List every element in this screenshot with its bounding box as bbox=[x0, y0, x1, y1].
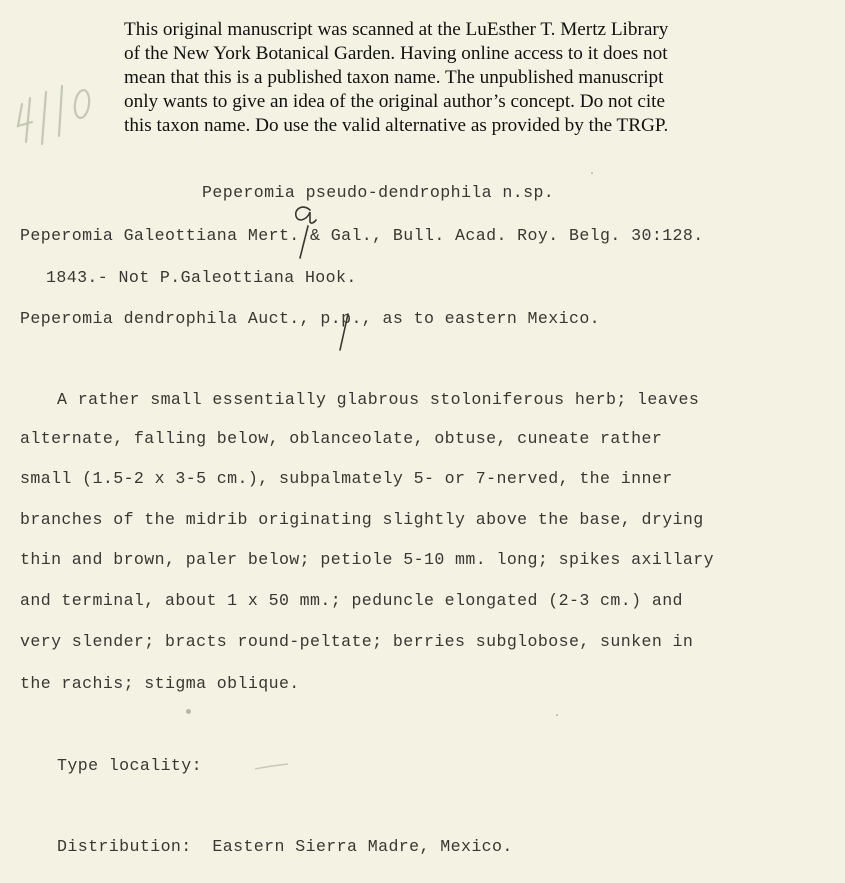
notice-line: This original manuscript was scanned at the LuEsther T. Mertz Library bbox=[124, 19, 669, 40]
description-line: branches of the midrib originating slightly above the base, drying bbox=[20, 510, 704, 529]
synonym-line: Peperomia dendrophila Auct., p.p., as to eastern Mexico. bbox=[20, 309, 601, 328]
pencil-dash bbox=[252, 760, 292, 774]
margin-pencil-note bbox=[8, 74, 98, 154]
distribution-line: Distribution: Eastern Sierra Madre, Mexico. bbox=[57, 837, 513, 856]
notice-line: of the New York Botanical Garden. Having online access to it does not bbox=[124, 43, 668, 64]
notice-line: mean that this is a published taxon name. The unpublished manuscript bbox=[124, 67, 664, 88]
synonym-line: 1843.- Not P.Galeottiana Hook. bbox=[46, 268, 357, 287]
paper-speck bbox=[556, 714, 558, 716]
description-line: small (1.5-2 x 3-5 cm.), subpalmately 5- or 7-nerved, the inner bbox=[20, 469, 673, 488]
scan-notice bbox=[124, 18, 824, 138]
notice-line: only wants to give an idea of the original author’s concept. Do not cite bbox=[124, 91, 666, 112]
description-line: very slender; bracts round-peltate; berries subglobose, sunken in bbox=[20, 632, 694, 651]
description-line: the rachis; stigma oblique. bbox=[20, 674, 300, 693]
type-locality-label: Type locality: bbox=[57, 756, 203, 775]
description-line: and terminal, about 1 x 50 mm.; peduncle elongated (2-3 cm.) and bbox=[20, 591, 683, 610]
description-line: A rather small essentially glabrous stoloniferous herb; leaves bbox=[57, 390, 700, 409]
description-line: alternate, falling below, oblanceolate, obtuse, cuneate rather bbox=[20, 429, 663, 448]
species-heading: Peperomia pseudo-dendrophila n.sp. bbox=[202, 183, 555, 202]
description-line: thin and brown, paler below; petiole 5-10 mm. long; spikes axillary bbox=[20, 550, 714, 569]
synonym-line: Peperomia Galeottiana Mert. & Gal., Bull. Acad. Roy. Belg. 30:128. bbox=[20, 226, 704, 245]
paper-speck bbox=[186, 709, 191, 714]
paper-speck bbox=[591, 172, 593, 174]
notice-line: this taxon name. Do use the valid alternative as provided by the TRGP. bbox=[124, 115, 669, 136]
